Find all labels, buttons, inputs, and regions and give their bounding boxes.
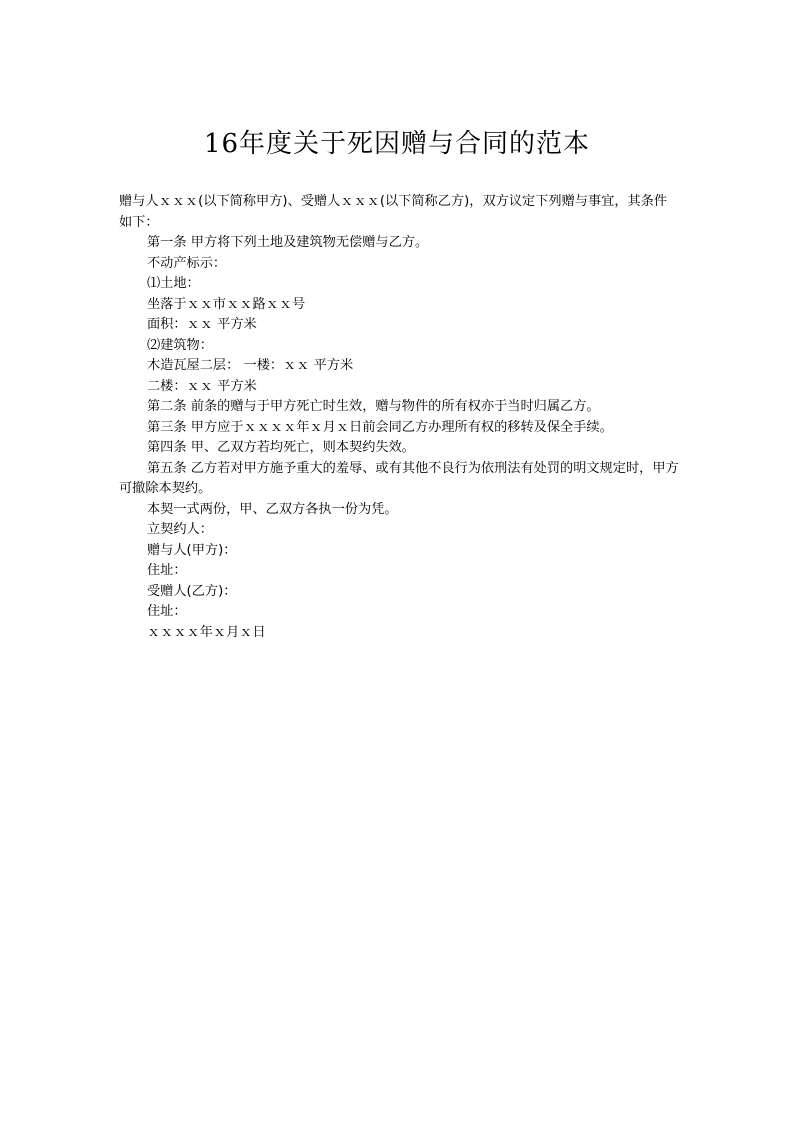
donee-label: 受赠人(乙方)： [147,583,237,599]
property-label: 不动产标示： [147,255,227,271]
article-4: 第四条 甲、乙双方若均死亡，则本契约失效。 [147,440,415,455]
signing-date: ｘｘｘｘ年ｘ月ｘ日 [147,624,266,640]
intro-paragraph: 赠与人ｘｘｘ(以下简称甲方)、受赠人ｘｘｘ(以下简称乙方)，双方议定下列赠与事宜，其条件如下： [119,194,668,230]
land-heading: ⑴土地： [147,276,200,291]
building-second-floor: 二楼：ｘｘ 平方米 [147,378,257,394]
signatories-label: 立契约人： [147,522,213,537]
donor-label: 赠与人(甲方)： [147,542,237,558]
document-body [119,192,679,643]
land-location: 坐落于ｘｘ市ｘｘ路ｘｘ号 [147,296,306,312]
building-heading: ⑵建筑物： [147,337,213,353]
article-3: 第三条 甲方应于ｘｘｘｘ年ｘ月ｘ日前会同乙方办理所有权的移转及保全手续。 [147,419,613,435]
building-first-floor: 木造瓦屋二层： 一楼：ｘｘ 平方米 [147,358,354,373]
document-title: 16年度关于死因赠与合同的范本 [203,129,591,159]
article-1: 第一条 甲方将下列土地及建筑物无偿赠与乙方。 [147,235,429,250]
donor-address-label: 住址： [147,563,187,578]
donee-address-label: 住址： [147,604,187,619]
article-5: 第五条 乙方若对甲方施予重大的羞辱、或有其他不良行为依刑法有处罚的明文规定时，甲方可撤除本契约。 [119,460,679,496]
article-2: 第二条 前条的赠与于甲方死亡时生效，赠与物件的所有权亦于当时归属乙方。 [147,399,600,414]
land-area: 面积：ｘｘ 平方米 [147,317,257,332]
copies-clause: 本契一式两份，甲、乙双方各执一份为凭。 [147,501,398,517]
